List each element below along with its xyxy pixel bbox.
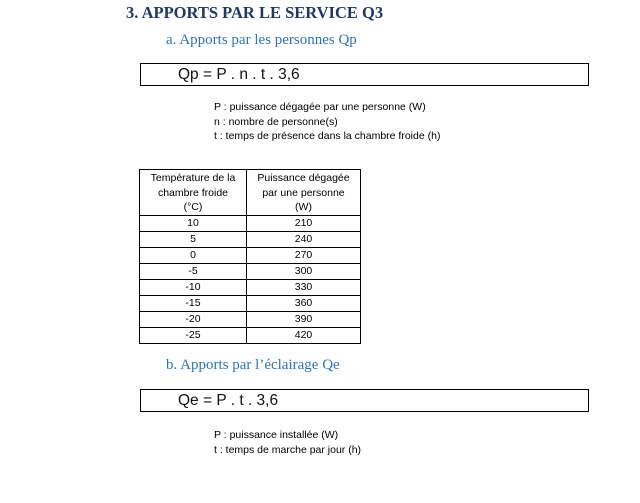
legend-qp <box>214 100 440 144</box>
power-cell: 420 <box>247 328 361 344</box>
temperature-cell: -20 <box>140 312 247 328</box>
legend-line: t : temps de présence dans la chambre froide (h) <box>214 130 441 142</box>
power-cell: 210 <box>247 216 361 232</box>
power-cell: 300 <box>247 264 361 280</box>
table-row <box>140 296 361 312</box>
power-per-person-table <box>139 169 361 344</box>
temperature-cell: -10 <box>140 280 247 296</box>
column-header-power <box>247 170 361 216</box>
table-row <box>140 232 361 248</box>
header-line: Température de la <box>150 172 236 184</box>
power-cell: 270 <box>247 248 361 264</box>
temperature-cell: -25 <box>140 328 247 344</box>
table-row <box>140 328 361 344</box>
table-row <box>140 264 361 280</box>
header-line: (°C) <box>183 201 203 213</box>
header-line: par une personne <box>262 186 345 199</box>
formula-box-qe: Qe = P . t . 3,6 <box>140 389 589 412</box>
power-cell: 330 <box>247 280 361 296</box>
header-line: (W) <box>295 201 312 213</box>
temperature-cell: 10 <box>140 216 247 232</box>
power-cell: 360 <box>247 296 361 312</box>
table-row <box>140 280 361 296</box>
power-cell: 390 <box>247 312 361 328</box>
temperature-cell: -5 <box>140 264 247 280</box>
table-row <box>140 248 361 264</box>
legend-qe <box>214 428 361 457</box>
header-line: Puissance dégagée <box>257 172 350 184</box>
table-row <box>140 312 361 328</box>
section-heading: 3. APPORTS PAR LE SERVICE Q3 <box>126 3 384 22</box>
legend-line: t : temps de marche par jour (h) <box>214 443 362 456</box>
legend-line: P : puissance dégagée par une personne (W) <box>214 101 426 113</box>
legend-line: n : nombre de personne(s) <box>214 115 338 128</box>
temperature-cell: -15 <box>140 296 247 312</box>
header-line: chambre froide <box>157 186 229 199</box>
power-cell: 240 <box>247 232 361 248</box>
table-header-row <box>140 170 361 216</box>
formula-box-qp: Qp = P . n . t . 3,6 <box>140 63 589 86</box>
subsection-b-heading: b. Apports par l’éclairage Qe <box>166 357 340 373</box>
legend-line: P : puissance installée (W) <box>214 429 339 441</box>
temperature-cell: 0 <box>140 248 247 264</box>
temperature-cell: 5 <box>140 232 247 248</box>
table-row <box>140 216 361 232</box>
column-header-temperature <box>140 170 247 216</box>
subsection-a-heading: a. Apports par les personnes Qp <box>166 32 357 48</box>
